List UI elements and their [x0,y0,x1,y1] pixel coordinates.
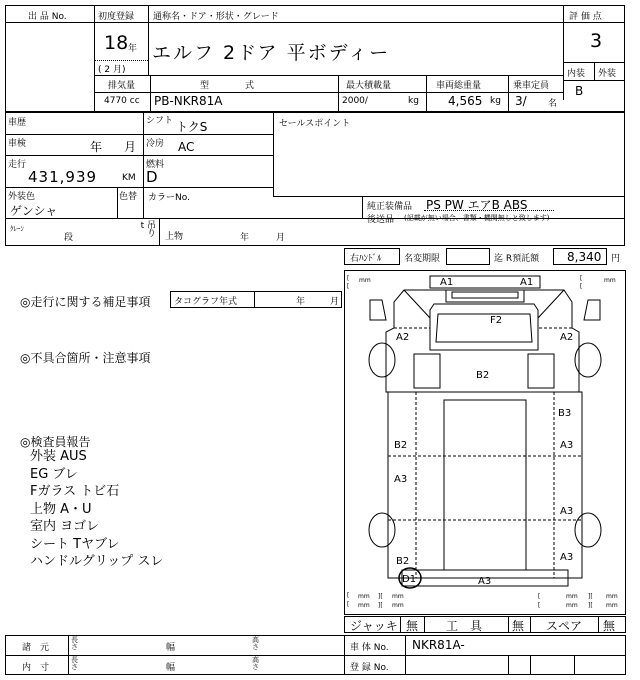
diagram-frame [345,271,626,615]
svg-text:][: ][ [588,602,593,609]
equipment-label: 純正装備品 [367,202,413,212]
name-change-label: 名変期限 [404,254,441,264]
rear-label: 後送品 [367,215,395,225]
crane-label: ｸﾚｰﾝ [10,225,24,233]
inspector-line: Fガラス トビ石 [30,484,120,499]
inspector-lines [30,448,163,571]
upper-label: 上物 [165,232,184,242]
svg-text:][: ][ [378,602,383,609]
tools-value: 無 [512,619,525,633]
size-width-label: 幅 [166,663,176,673]
mark-a2-left: A2 [396,332,410,343]
upper-year: 年 [240,233,250,243]
reg-label: 登 録 No. [350,663,389,673]
svg-text:[: [ [347,275,350,282]
vehicle-name: エルフ 2ドア 平ボディー [152,42,391,64]
first-reg-month: ( 2 月) [98,65,126,75]
capacity-label: 乗車定員 [513,81,550,91]
sales-point-label: セールスポイント [279,119,351,129]
inspector-line: 室内 ヨゴレ [30,519,100,534]
inspector-line: 上物 A・U [30,501,92,517]
mark-a3-right-lower: A3 [560,506,574,517]
shift-label: シフト [146,116,174,126]
mileage-label: 走行 [8,160,27,170]
mark-a3-right-bottom: A3 [560,552,574,563]
capacity-value: 3/ [515,94,527,108]
inspector-line: シート Tヤブレ [30,536,120,552]
deposit-label: 迄 R預託額 [494,254,540,264]
svg-text:[: [ [347,592,350,599]
size-label: 内 寸 [22,663,50,673]
exterior-label: 外装 [598,69,617,79]
spec-label: 諸 元 [22,643,50,653]
mileage-unit: KM [122,173,136,183]
svg-text:[: [ [347,601,350,608]
mark-d1: D1 [402,574,417,585]
gross-weight-label: 車両総重量 [436,81,482,91]
mm-label: mm [358,593,370,600]
mm-label: mm [606,602,618,609]
score-value: 3 [590,30,603,52]
chassis-label: 車 体 No. [350,643,389,653]
truck-diagram [344,270,626,615]
deposit-value: 8,340 [567,250,602,264]
details-block [5,112,625,246]
svg-text:][: ][ [588,593,593,600]
score-label: 評 価 点 [569,12,602,22]
mark-a3-left: A3 [394,474,408,485]
mark-a2-right: A2 [560,332,574,343]
stage-label: 段 [64,233,74,243]
mark-a3-right-upper: A3 [560,440,574,451]
ac-value: AC [178,140,195,154]
inspection-month: 月 [124,140,137,154]
mm-label: mm [566,602,578,609]
tacho-year: 年 [296,297,306,307]
running-notes-label: ◎走行に関する補足事項 [20,295,151,309]
gross-weight-unit: kg [490,96,501,106]
svg-text:[: [ [580,283,583,290]
spec-height-label: 高さ [252,636,259,651]
spec-length-label: 長さ [71,636,78,651]
mark-a1-right: A1 [520,277,534,288]
inspector-label: ◎検査員報告 [20,435,91,449]
mm-label: mm [566,593,578,600]
mm-label: mm [606,593,618,600]
hoist-label: t 吊り [140,221,156,239]
svg-text:[: [ [538,602,541,609]
ext-color-label: 外装色 [8,192,36,202]
ac-label: 冷房 [146,139,165,149]
mark-b2-rear: B2 [396,556,410,567]
tacho-label: タコグラフ年式 [174,297,238,307]
ext-color-value: ゲンシャ [10,204,58,218]
mark-b3: B3 [558,408,572,419]
handle-value: 右ﾊﾝﾄﾞﾙ [350,254,382,264]
model-label: 型 式 [200,81,255,91]
interior-label: 内装 [567,69,586,79]
size-length-label: 長さ [71,656,78,671]
inspector-line: 外装 AUS [30,449,87,464]
svg-text:[: [ [347,283,350,290]
first-reg-label: 初度登録 [98,12,135,22]
jack-value: 無 [406,619,419,633]
max-load-label: 最大積載量 [346,81,392,91]
spec-width-label: 幅 [166,643,176,653]
shift-value: トクS [176,120,208,134]
mm-label: mm [604,277,616,284]
tacho-month: 月 [330,297,340,307]
color-change-label: 色替 [119,192,138,202]
svg-text:[: [ [580,275,583,282]
inspection-label: 車検 [8,139,27,149]
fuel-label: 燃料 [146,160,165,170]
deposit-unit: 円 [611,254,621,264]
color-no-label: カラーNo. [148,193,190,203]
mileage-value: 431,939 [28,168,98,186]
jack-label: ジャッキ [350,619,398,633]
history-label: 車歴 [8,118,27,128]
title-label: 通称名・ドア・形状・グレード [153,12,279,22]
mark-a1-left: A1 [440,277,454,288]
size-height-label: 高さ [252,656,259,671]
spare-label: スペア [546,619,583,633]
mm-label: mm [358,602,370,609]
first-reg-year-unit: 年 [128,44,138,54]
max-load-unit: kg [408,96,419,106]
inspection-year: 年 [90,140,103,154]
spare-value: 無 [603,619,616,633]
gross-weight-value: 4,565 [448,94,483,108]
rear-note: (記載が無い場合、書類・機関無しと致します) [404,214,550,222]
equipment-value: PS PW エアB ABS [426,198,528,212]
displacement-value: 4770 cc [104,96,140,106]
upper-month: 月 [276,233,286,243]
svg-text:][: ][ [378,593,383,600]
displacement-label: 排気量 [108,81,136,91]
chassis-value: NKR81A- [412,638,465,652]
mm-label: mm [359,277,371,284]
mark-a3-bottom: A3 [478,576,492,587]
fuel-value: D [146,168,158,186]
capacity-unit: 名 [548,99,558,109]
inspector-line: ハンドルグリップ スレ [30,554,164,569]
mark-b2-cab: B2 [476,370,490,381]
max-load-value: 2000/ [342,96,368,106]
tools-label: 工 具 [446,619,483,633]
interior-grade: B [575,84,584,98]
mark-b2-bed: B2 [394,440,408,451]
model-value: PB-NKR81A [154,94,223,108]
svg-text:[: [ [538,593,541,600]
mm-label: mm [392,602,404,609]
defects-label: ◎不具合箇所・注意事項 [20,351,151,365]
inspector-line: EG ブレ [30,466,78,482]
mm-label: mm [392,593,404,600]
name-change-box [446,248,490,265]
mark-f2: F2 [490,315,503,326]
lot-no-label: 出 品 No. [28,12,67,22]
first-reg-year: 18 [104,32,129,54]
